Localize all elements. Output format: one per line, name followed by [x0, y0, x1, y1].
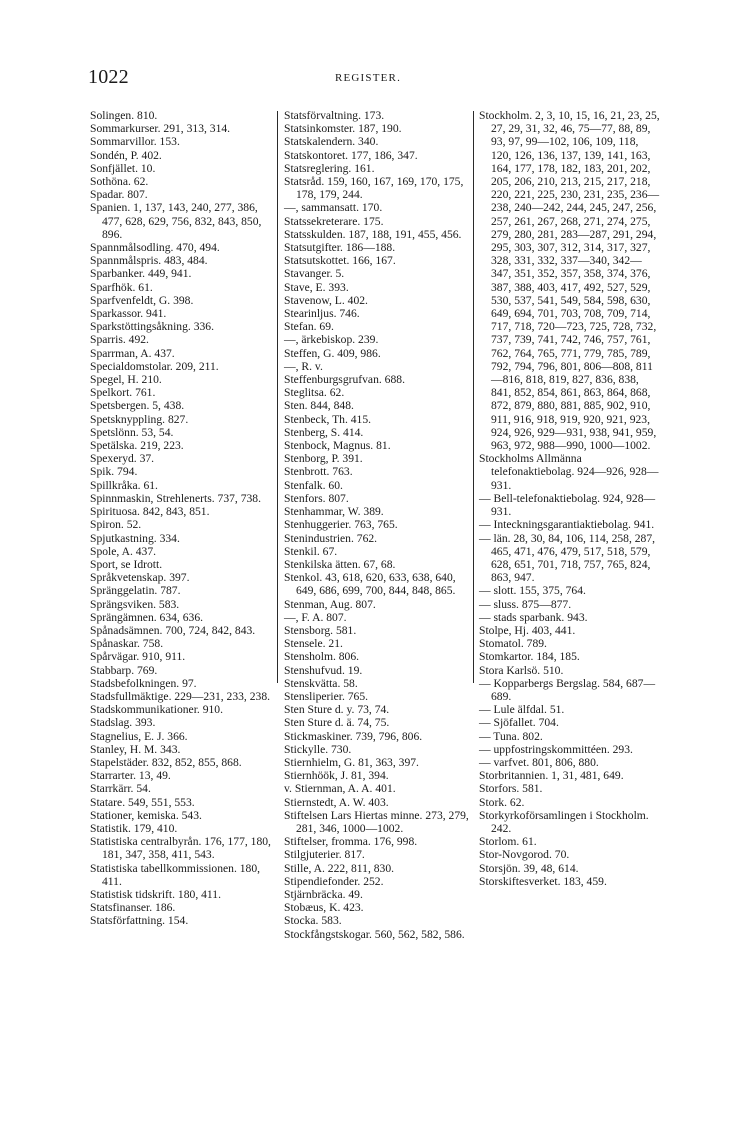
- index-entry: Stomatol. 789.: [479, 637, 547, 651]
- index-entry: Statsutgifter. 186—188.: [284, 241, 396, 255]
- index-entry: Stenberg, S. 414.: [284, 425, 364, 439]
- index-entry: Stomkartor. 184, 185.: [479, 650, 580, 664]
- index-entry: Stationer, kemiska. 543.: [90, 808, 202, 822]
- index-entry: Spannmålsodling. 470, 494.: [90, 241, 220, 255]
- index-entry: Statsskulden. 187, 188, 191, 455, 456.: [284, 227, 462, 241]
- index-entry: Spadar. 807.: [90, 188, 148, 202]
- index-entry: Stiftelser, fromma. 176, 998.: [284, 835, 418, 849]
- index-entry: Spetsknyppling. 827.: [90, 412, 189, 426]
- index-entry: Stocka. 583.: [284, 914, 342, 928]
- index-entry: Stensborg. 581.: [284, 623, 357, 637]
- index-entry: Sonfjället. 10.: [90, 161, 156, 175]
- index-entry: Sparkassor. 941.: [90, 307, 167, 321]
- index-entry: Sommarvillor. 153.: [90, 135, 180, 149]
- index-entry: Stensele. 21.: [284, 637, 343, 651]
- index-entry: Stavenow, L. 402.: [284, 293, 368, 307]
- index-entry: Stenhammar, W. 389.: [284, 505, 384, 519]
- index-entry: Storbritannien. 1, 31, 481, 649.: [479, 769, 624, 783]
- index-entry: —, F. A. 807.: [284, 610, 347, 624]
- index-entry: Stockholms Allmänna telefonaktiebolag. 924—926, 928—931.: [479, 452, 659, 492]
- index-entry: Stickylle. 730.: [284, 742, 352, 756]
- index-entry: Storsjön. 39, 48, 614.: [479, 861, 579, 875]
- index-entry: Stjärnbräcka. 49.: [284, 887, 363, 901]
- index-entry: Stenborg, P. 391.: [284, 452, 363, 466]
- index-entry: Starrkärr. 54.: [90, 782, 151, 796]
- index-entry: Spannmålspris. 483, 484.: [90, 254, 208, 268]
- index-entry: Stefan. 69.: [284, 320, 334, 334]
- index-entry: Spole, A. 437.: [90, 544, 157, 558]
- index-entry: Stiernhöök, J. 81, 394.: [284, 769, 389, 783]
- index-entry: Sten Sture d. y. 73, 74.: [284, 703, 390, 717]
- index-entry: Sparfvenfeldt, G. 398.: [90, 293, 194, 307]
- index-entry: — län. 28, 30, 84, 106, 114, 258, 287, 465, 471, 476, 479, 517, 518, 579, 628, 651, 701, 718, 757, 765, 824, 863, 947.: [479, 531, 656, 585]
- index-entry: Spånaskar. 758.: [90, 637, 164, 651]
- index-entry: Statsförfattning. 154.: [90, 914, 189, 928]
- index-entry: Spetslönn. 53, 54.: [90, 425, 174, 439]
- index-entry: Stenkol. 43, 618, 620, 633, 638, 640, 649, 686, 699, 700, 844, 848, 865.: [284, 571, 456, 598]
- index-entry: Spetsbergen. 5, 438.: [90, 399, 185, 413]
- index-entry: — Kopparbergs Bergslag. 584, 687—689.: [479, 676, 656, 703]
- index-entry: Sothöna. 62.: [90, 175, 149, 189]
- index-entry: Storlom. 61.: [479, 835, 537, 849]
- index-entry: Statskalendern. 340.: [284, 135, 379, 149]
- index-entry: Statsförvaltning. 173.: [284, 109, 385, 122]
- index-entry: Sparrman, A. 437.: [90, 346, 175, 360]
- index-entry: Steffen, G. 409, 986.: [284, 346, 381, 360]
- index-entry: Spränggelatin. 787.: [90, 584, 181, 598]
- index-entry: v. Stiernman, A. A. 401.: [284, 782, 396, 796]
- index-entry: Spelkort. 761.: [90, 386, 156, 400]
- index-entry: Stockfångstskogar. 560, 562, 582, 586.: [284, 927, 465, 941]
- index-entry: Storkyrkoförsamlingen i Stockholm. 242.: [479, 808, 649, 835]
- index-entry: Storfors. 581.: [479, 782, 543, 796]
- index-entry: — Tuna. 802.: [479, 729, 543, 743]
- index-entry: Sport, se Idrott.: [90, 557, 163, 571]
- index-entry: Stensholm. 806.: [284, 650, 360, 664]
- index-entry: Statistiska tabellkommissionen. 180, 411.: [90, 861, 261, 888]
- index-entry: Statsutskottet. 166, 167.: [284, 254, 396, 268]
- index-entry: —, sammansatt. 170.: [284, 201, 383, 215]
- index-entry: — sluss. 875—877.: [479, 597, 572, 611]
- index-entry: Stolpe, Hj. 403, 441.: [479, 623, 576, 637]
- index-entry: Stenbeck, Th. 415.: [284, 412, 372, 426]
- index-entry: Stor-Novgorod. 70.: [479, 848, 570, 862]
- index-entry: Stork. 62.: [479, 795, 525, 809]
- index-entry: Statsinkomster. 187, 190.: [284, 122, 402, 136]
- index-entry: Stadsfullmäktige. 229—231, 233, 238.: [90, 689, 271, 703]
- index-entry: Stille, A. 222, 811, 830.: [284, 861, 395, 875]
- index-entry: Stenindustrien. 762.: [284, 531, 378, 545]
- index-entry: Sparbanker. 449, 941.: [90, 267, 192, 281]
- index-entry: Stenbock, Magnus. 81.: [284, 439, 391, 453]
- index-entry: Sten. 844, 848.: [284, 399, 354, 413]
- index-entry: Stickmaskiner. 739, 796, 806.: [284, 729, 423, 743]
- index-entry: — varfvet. 801, 806, 880.: [479, 755, 599, 769]
- index-entry: Stavanger. 5.: [284, 267, 345, 281]
- index-column-2: [284, 109, 470, 941]
- index-entry: Stiernstedt, A. W. 403.: [284, 795, 389, 809]
- index-entry: Stapelstäder. 832, 852, 855, 868.: [90, 755, 242, 769]
- index-columns: [90, 109, 660, 1109]
- index-entry: Stenhuggerier. 763, 765.: [284, 518, 398, 532]
- index-entry: Steffenburgsgrufvan. 688.: [284, 373, 405, 387]
- index-entry: Språkvetenskap. 397.: [90, 571, 190, 585]
- index-entry: Stobæus, K. 423.: [284, 901, 364, 915]
- index-entry: Stenbrott. 763.: [284, 465, 353, 479]
- index-entry: Spegel, H. 210.: [90, 373, 162, 387]
- index-entry: Stensliperier. 765.: [284, 689, 369, 703]
- index-entry: —, ärkebiskop. 239.: [284, 333, 379, 347]
- index-entry: Statsfinanser. 186.: [90, 901, 176, 915]
- index-entry: Stabbarp. 769.: [90, 663, 158, 677]
- index-entry: Sparris. 492.: [90, 333, 149, 347]
- index-entry: Stanley, H. M. 343.: [90, 742, 181, 756]
- index-entry: Stadskommunikationer. 910.: [90, 703, 223, 717]
- index-entry: Spillkråka. 61.: [90, 478, 158, 492]
- index-entry: Sprängämnen. 634, 636.: [90, 610, 204, 624]
- index-entry: Stenfors. 807.: [284, 491, 349, 505]
- index-entry: Specialdomstolar. 209, 211.: [90, 359, 219, 373]
- index-entry: Stenshufvud. 19.: [284, 663, 363, 677]
- index-entry: — stads sparbank. 943.: [479, 610, 588, 624]
- index-entry: Sparfhök. 61.: [90, 280, 153, 294]
- index-entry: Sparkstöttingsåkning. 336.: [90, 320, 214, 334]
- index-entry: Statare. 549, 551, 553.: [90, 795, 195, 809]
- index-entry: Stave, E. 393.: [284, 280, 349, 294]
- index-entry: Steglitsa. 62.: [284, 386, 345, 400]
- index-entry: — Lule älfdal. 51.: [479, 703, 565, 717]
- index-entry: Spiron. 52.: [90, 518, 142, 532]
- index-entry: Spirituosa. 842, 843, 851.: [90, 505, 210, 519]
- index-entry: — slott. 155, 375, 764.: [479, 584, 586, 598]
- index-entry: Stockholm. 2, 3, 10, 15, 16, 21, 23, 25, 27, 29, 31, 32, 46, 75—77, 88, 89, 93, 97, 99—102, 106, 109, 118, 120, 126, 136, 137, 139, 141, 163, 164, 177, 178, 182, 183, 201, 202, 205, 206, 210, 213, 215, 217, 218, 220, 221, 225, 230, 231, 235, 236—238, 240—242, 244, 245, 247, 256, 257, 261, 267, 268, 271, 274, 275, 279, 280, 281, 283—287, 291, 294, 295, 303, 307, 312, 314, 317, 327, 328, 331, 332, 337—340, 342—347, 351, 352, 357, 358, 374, 376, 387, 388, 403, 417, 492, 527, 529, 530, 537, 541, 549, 584, 598, 630, 649, 694, 701, 703, 708, 709, 714, 717, 718, 720—723, 725, 728, 732, 737, 739, 741, 742, 746, 757, 761, 762, 764, 765, 771, 779, 785, 789, 792, 794, 796, 801, 806—808, 811—816, 818, 819, 827, 836, 838, 841, 852, 854, 861, 863, 864, 868, 872, 879, 880, 881, 885, 902, 910, 911, 916, 918, 919, 920, 921, 923, 924, 926, 929—931, 938, 941, 959, 963, 972, 988—990, 1000—1002.: [479, 109, 660, 453]
- index-entry: Solingen. 810.: [90, 109, 158, 122]
- index-entry: Statssekreterare. 175.: [284, 214, 384, 228]
- index-entry: Stearinljus. 746.: [284, 307, 360, 321]
- index-entry: — Bell-telefonaktiebolag. 924, 928—931.: [479, 491, 656, 519]
- index-entry: — uppfostringskommittéen. 293.: [479, 742, 633, 756]
- index-entry: Spårvägar. 910, 911.: [90, 650, 186, 664]
- index-entry: Spjutkastning. 334.: [90, 531, 180, 545]
- index-entry: Spexeryd. 37.: [90, 452, 155, 466]
- page-number: 1022: [88, 66, 129, 88]
- index-entry: Stenkilska ätten. 67, 68.: [284, 557, 396, 571]
- index-entry: Stenkil. 67.: [284, 544, 338, 558]
- index-entry: Starrarter. 13, 49.: [90, 769, 171, 783]
- index-entry: — Inteckningsgarantiaktiebolag. 941.: [479, 518, 655, 532]
- index-entry: Stenskvätta. 58.: [284, 676, 358, 690]
- index-entry: Statistisk tidskrift. 180, 411.: [90, 887, 221, 901]
- index-entry: Stiernhielm, G. 81, 363, 397.: [284, 755, 419, 769]
- index-entry: Stipendiefonder. 252.: [284, 874, 384, 888]
- index-entry: Stenfalk. 60.: [284, 478, 343, 492]
- column-rule-right: [473, 111, 474, 683]
- index-entry: Spinnmaskin, Strehlenerts. 737, 738.: [90, 491, 261, 505]
- index-entry: Sprängsviken. 583.: [90, 597, 180, 611]
- index-entry: Stadsbefolkningen. 97.: [90, 676, 197, 690]
- index-entry: Statistik. 179, 410.: [90, 821, 178, 835]
- index-entry: Stilgjuterier. 817.: [284, 848, 365, 862]
- index-entry: Stiftelsen Lars Hiertas minne. 273, 279, 281, 346, 1000—1002.: [284, 808, 469, 835]
- index-entry: —, R. v.: [284, 359, 323, 373]
- index-entry: Stenman, Aug. 807.: [284, 597, 376, 611]
- index-entry: Sommarkurser. 291, 313, 314.: [90, 122, 231, 136]
- index-entry: — Sjöfallet. 704.: [479, 716, 559, 730]
- index-column-3: [479, 109, 660, 888]
- index-entry: Statistiska centralbyrån. 176, 177, 180, 181, 347, 358, 411, 543.: [90, 835, 271, 862]
- index-entry: Stadslag. 393.: [90, 716, 156, 730]
- index-entry: Stora Karlsö. 510.: [479, 663, 564, 677]
- index-column-1: [90, 109, 274, 928]
- index-entry: Storskiftesverket. 183, 459.: [479, 874, 607, 888]
- index-entry: Statskontoret. 177, 186, 347.: [284, 148, 418, 162]
- index-entry: Stagnelius, E. J. 366.: [90, 729, 188, 743]
- index-entry: Statsråd. 159, 160, 167, 169, 170, 175, 178, 179, 244.: [284, 175, 464, 202]
- index-entry: Spik. 794.: [90, 465, 138, 479]
- index-entry: Sondén, P. 402.: [90, 148, 162, 162]
- index-entry: Sten Sture d. ä. 74, 75.: [284, 716, 390, 730]
- index-entry: Spetälska. 219, 223.: [90, 439, 184, 453]
- index-entry: Statsreglering. 161.: [284, 161, 375, 175]
- index-entry: Spånadsämnen. 700, 724, 842, 843.: [90, 623, 256, 637]
- running-title: REGISTER.: [334, 72, 402, 84]
- index-entry: Spanien. 1, 137, 143, 240, 277, 386, 477, 628, 629, 756, 832, 843, 850, 896.: [90, 201, 262, 241]
- column-rule-left: [277, 111, 278, 683]
